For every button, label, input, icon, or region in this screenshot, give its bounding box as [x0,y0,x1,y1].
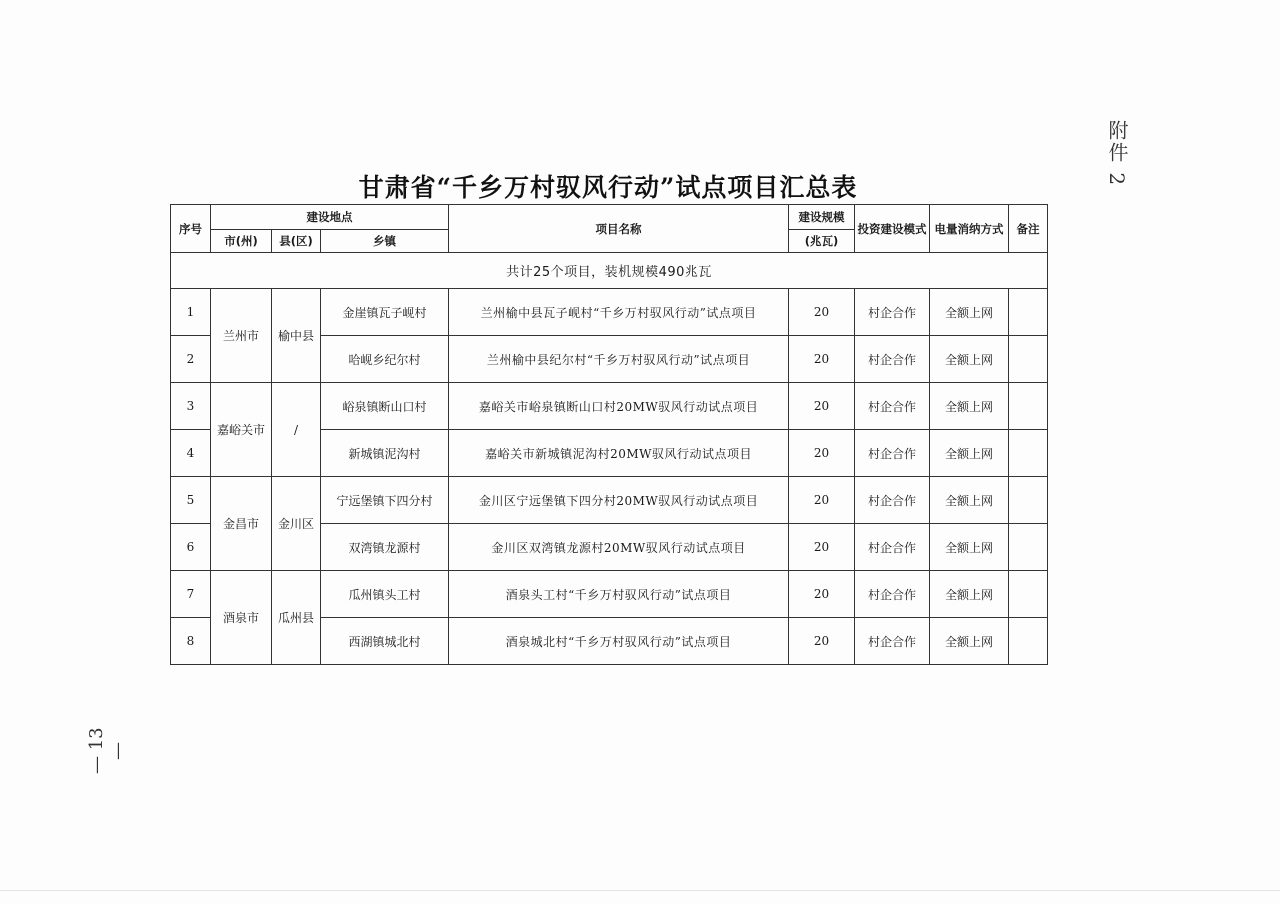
row-seq: 1 [171,289,211,336]
header-scale: 建设规模 [789,205,855,230]
remark-cell [1009,571,1048,618]
header-row-1 [171,205,1048,230]
scan-edge-line [0,890,1280,891]
scale-cell: 20 [789,524,855,571]
remark-cell [1009,430,1048,477]
remark-cell [1009,289,1048,336]
investment-cell: 村企合作 [855,571,930,618]
scale-cell: 20 [789,383,855,430]
county-cell: / [272,383,321,477]
investment-cell: 村企合作 [855,430,930,477]
city-cell: 金昌市 [211,477,272,571]
project-name-cell: 酒泉头工村“千乡万村驭风行动”试点项目 [449,571,789,618]
remark-cell [1009,336,1048,383]
header-seq: 序号 [171,205,211,253]
county-cell: 榆中县 [272,289,321,383]
consumption-cell: 全额上网 [930,618,1009,665]
document-title: 甘肃省“千乡万村驭风行动”试点项目汇总表 [358,173,858,202]
county-cell: 瓜州县 [272,571,321,665]
consumption-cell: 全额上网 [930,477,1009,524]
project-name-cell: 嘉峪关市峪泉镇断山口村20MW驭风行动试点项目 [449,383,789,430]
remark-cell [1009,477,1048,524]
header-investment-mode: 投资建设模式 [855,205,930,253]
table-row [171,477,1048,524]
scale-cell: 20 [789,618,855,665]
consumption-cell: 全额上网 [930,430,1009,477]
table-row [171,571,1048,618]
consumption-cell: 全额上网 [930,336,1009,383]
investment-cell: 村企合作 [855,289,930,336]
table-row [171,289,1048,336]
city-cell: 兰州市 [211,289,272,383]
project-name-cell: 嘉峪关市新城镇泥沟村20MW驭风行动试点项目 [449,430,789,477]
town-cell: 瓜州镇头工村 [321,571,449,618]
town-cell: 峪泉镇断山口村 [321,383,449,430]
project-name-cell: 兰州榆中县纪尔村“千乡万村驭风行动”试点项目 [449,336,789,383]
header-remarks: 备注 [1009,205,1048,253]
remark-cell [1009,383,1048,430]
header-project-name: 项目名称 [449,205,789,253]
town-cell: 金崖镇瓦子岘村 [321,289,449,336]
remark-cell [1009,618,1048,665]
consumption-cell: 全额上网 [930,289,1009,336]
consumption-cell: 全额上网 [930,524,1009,571]
town-cell: 新城镇泥沟村 [321,430,449,477]
row-seq: 3 [171,383,211,430]
table-row [171,383,1048,430]
town-cell: 西湖镇城北村 [321,618,449,665]
consumption-cell: 全额上网 [930,571,1009,618]
annex-label: 附件 2 [1105,120,1129,188]
project-name-cell: 金川区宁远堡镇下四分村20MW驭风行动试点项目 [449,477,789,524]
total-summary: 共计25个项目，装机规模490兆瓦 [171,253,1048,289]
scale-cell: 20 [789,571,855,618]
town-cell: 双湾镇龙源村 [321,524,449,571]
header-consumption-mode: 电量消纳方式 [930,205,1009,253]
project-name-cell: 金川区双湾镇龙源村20MW驭风行动试点项目 [449,524,789,571]
investment-cell: 村企合作 [855,524,930,571]
investment-cell: 村企合作 [855,336,930,383]
project-name-cell: 酒泉城北村“千乡万村驭风行动”试点项目 [449,618,789,665]
header-location-group: 建设地点 [211,205,449,230]
remark-cell [1009,524,1048,571]
header-scale-unit: (兆瓦) [789,230,855,253]
row-seq: 8 [171,618,211,665]
consumption-cell: 全额上网 [930,383,1009,430]
total-row [171,253,1048,289]
row-seq: 7 [171,571,211,618]
town-cell: 哈岘乡纪尔村 [321,336,449,383]
header-city: 市(州) [211,230,272,253]
scale-cell: 20 [789,477,855,524]
investment-cell: 村企合作 [855,618,930,665]
investment-cell: 村企合作 [855,477,930,524]
project-name-cell: 兰州榆中县瓦子岘村“千乡万村驭风行动”试点项目 [449,289,789,336]
town-cell: 宁远堡镇下四分村 [321,477,449,524]
row-seq: 4 [171,430,211,477]
city-cell: 酒泉市 [211,571,272,665]
project-summary-table [170,204,1048,665]
scale-cell: 20 [789,336,855,383]
row-seq: 5 [171,477,211,524]
scale-cell: 20 [789,289,855,336]
row-seq: 6 [171,524,211,571]
county-cell: 金川区 [272,477,321,571]
investment-cell: 村企合作 [855,383,930,430]
page-number: — 13 — [86,727,128,775]
header-county: 县(区) [272,230,321,253]
scale-cell: 20 [789,430,855,477]
header-town: 乡镇 [321,230,449,253]
city-cell: 嘉峪关市 [211,383,272,477]
row-seq: 2 [171,336,211,383]
